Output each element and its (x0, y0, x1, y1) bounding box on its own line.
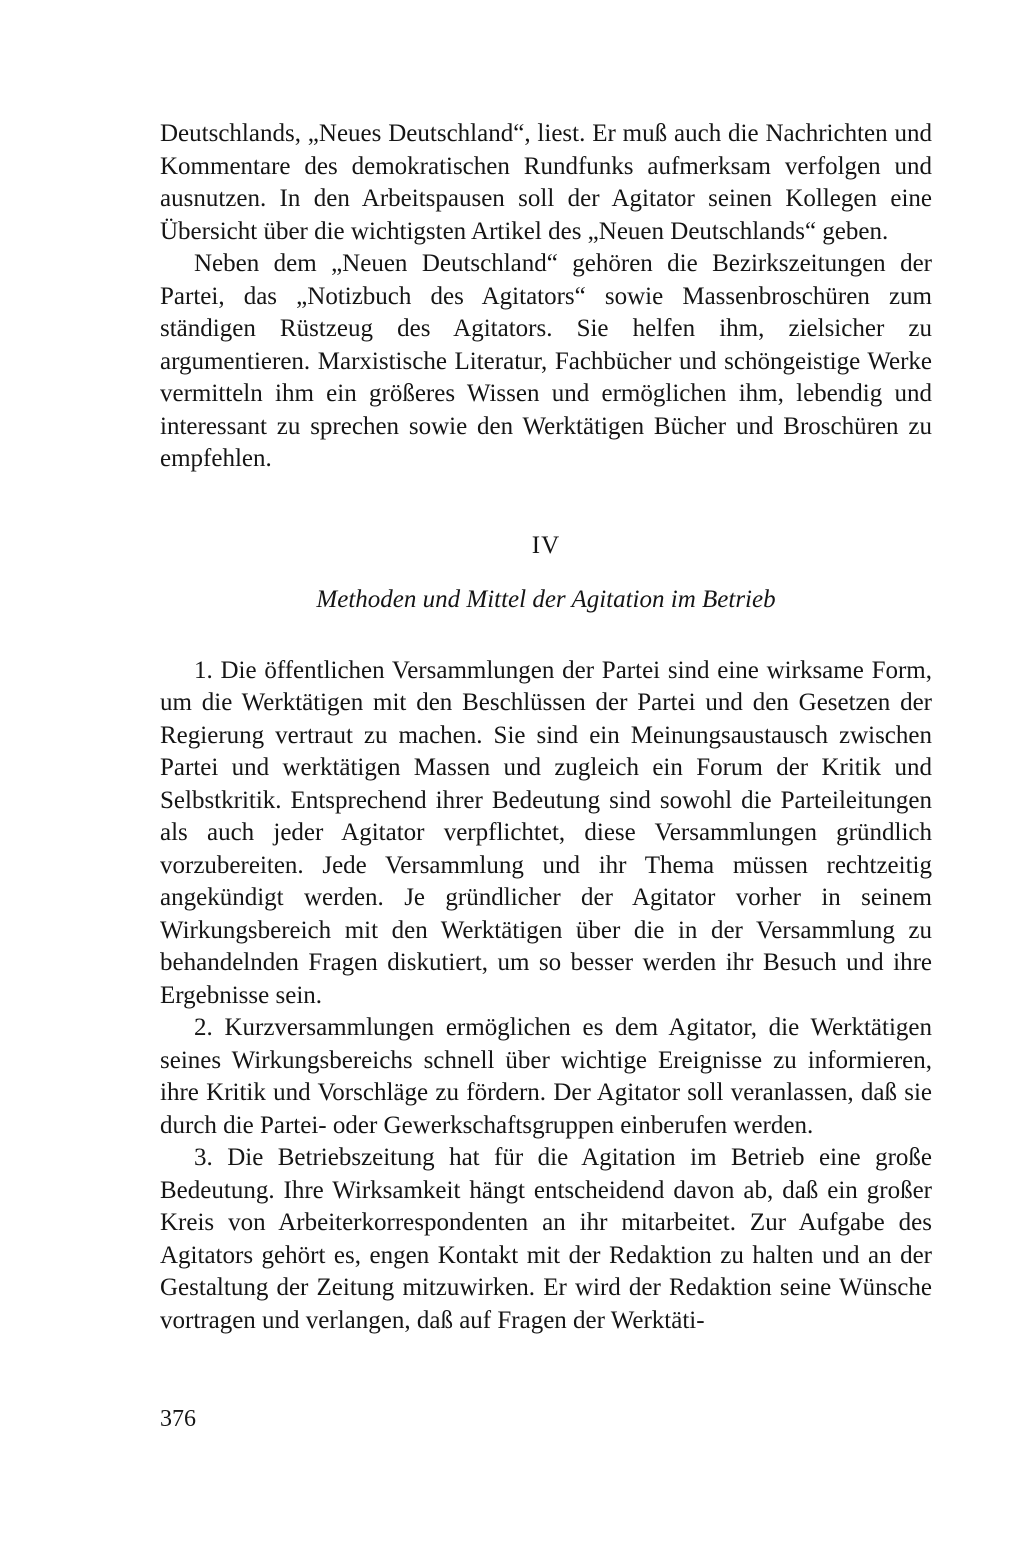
paragraph-sources: Neben dem „Neuen Deutschland“ gehören die Bezirkszeitungen der Partei, das „Notizbuch des Agitators“ sowie Massenbroschüren zum ständigen Rüstzeug des Agitators. Sie helfen ihm, zielsicher zu argumentieren. Marxistische Literatur, Fachbücher und schöngeistige Werke vermitteln ihm ein größeres Wissen und ermöglichen ihm, lebendig und interessant zu sprechen sowie den Werktätigen Bücher und Broschüren zu empfehlen. (160, 250, 932, 472)
paragraph-item-1: 1. Die öffentlichen Versammlungen der Partei sind eine wirksame Form, um die Werktätigen mit den Beschlüssen der Partei und den Gesetzen der Regierung vertraut zu machen. Sie sind ein Meinungsaustausch zwischen Partei und werktätigen Massen und zugleich ein Forum der Kritik und Selbstkritik. Entsprechend ihrer Bedeutung sind sowohl die Parteileitungen als auch jeder Agitator verpflichtet, diese Versammlungen gründlich vorzubereiten. Jede Versammlung und ihr Thema müssen rechtzeitig angekündigt werden. Je gründlicher der Agitator vorher in seinem Wirkungsbereich mit den Werktätigen über die in der Versammlung zu behandelnden Fragen diskutiert, um so besser werden ihr Besuch und ihre Ergebnisse sein. (160, 656, 932, 1009)
paragraph-item-3: 3. Die Betriebszeitung hat für die Agitation im Betrieb eine große Bedeutung. Ihre Wirksamkeit hängt entscheidend davon ab, daß ein großer Kreis von Arbeiterkorrespondenten an ihr mitarbeitet. Zur Aufgabe des Agitators gehört es, engen Kontakt mit der Redaktion zu halten und an der Gestaltung der Zeitung mitzuwirken. Er wird der Redaktion seine Wünsche vortragen und verlangen, daß auf Fragen der Werktäti- (160, 1144, 932, 1334)
page-number: 376 (160, 1406, 196, 1432)
paragraph-continuation: Deutschlands, „Neues Deutschland“, liest. Er muß auch die Nachrichten und Kommentare des demokratischen Rundfunks aufmerksam verfolgen und ausnutzen. In den Arbeitspausen soll der Agitator seinen Kollegen eine Übersicht über die wichtigsten Artikel des „Neuen Deutschlands“ geben. (160, 120, 932, 245)
page-body (160, 118, 932, 1337)
section-numeral: IV (531, 531, 561, 559)
section-title: Methoden und Mittel der Agitation im Betrieb (316, 586, 776, 613)
paragraph-item-2: 2. Kurzversammlungen ermöglichen es dem Agitator, die Werktätigen seines Wirkungsbereichs schnell über wichtige Ereignisse zu informieren, ihre Kritik und Vorschläge zu fördern. Der Agitator soll veranlassen, daß sie durch die Partei- oder Gewerkschaftsgruppen einberufen werden. (160, 1014, 932, 1139)
